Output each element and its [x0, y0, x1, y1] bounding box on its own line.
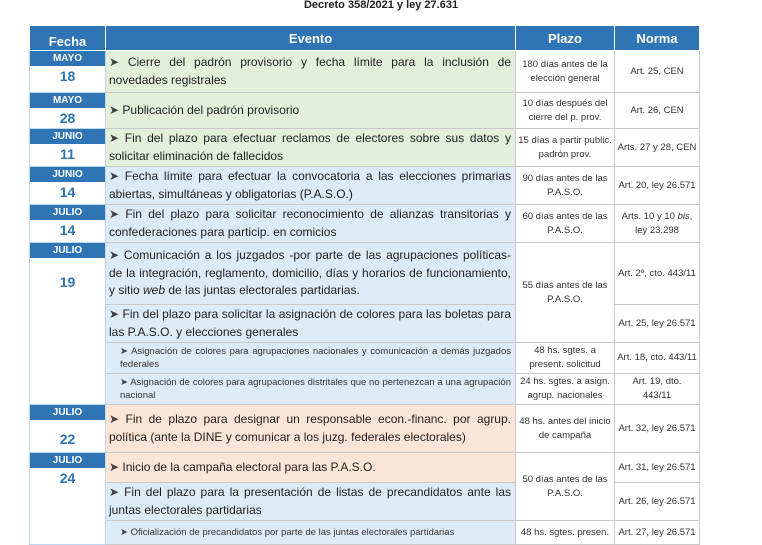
arrow-bullet-icon: ➤	[109, 131, 120, 145]
event-cell	[106, 453, 516, 483]
event-cell	[106, 129, 516, 167]
event-text: Fecha límite para efectuar la convocatoria a las elecciones primarias abiertas, simultáneas y obligatorias (P.A.S.O.)	[109, 169, 511, 201]
event-cell	[106, 205, 516, 243]
date-cell	[30, 129, 106, 167]
date-cell	[30, 205, 106, 243]
date-cell	[30, 453, 106, 545]
event-cell	[106, 167, 516, 205]
norma-cell: Art. 32, ley 26.571	[615, 405, 700, 453]
table-row	[30, 521, 700, 545]
norma-cell: Art. 19, dto. 443/11	[615, 374, 700, 405]
event-text: Fin del plazo para solicitar la asignación de colores para las boletas para las P.A.S.O. y elecciones generales	[109, 307, 511, 339]
norma-cell: Arts. 27 y 28, CEN	[615, 129, 700, 167]
day-number: 14	[59, 222, 76, 238]
plazo-cell: 48 hs. sgtes. presen.	[516, 521, 615, 545]
table-row	[30, 405, 700, 453]
arrow-bullet-icon: ➤	[120, 377, 128, 388]
norma-cell: Art. 27, ley 26.571	[615, 521, 700, 545]
norma-cell: Art. 25, ley 26.571	[615, 305, 700, 343]
arrow-bullet-icon: ➤	[109, 169, 120, 183]
plazo-cell: 90 días antes de las P.A.S.O.	[516, 167, 615, 205]
event-text: Inicio de la campaña electoral para las P.A.S.O.	[122, 459, 376, 474]
table-row	[30, 453, 700, 483]
event-text: Publicación del padrón provisorio	[122, 102, 300, 117]
arrow-bullet-icon: ➤	[109, 412, 120, 426]
norma-cell: Art. 2º, cto. 443/11	[615, 243, 700, 305]
day-number: 24	[59, 470, 76, 486]
arrow-bullet-icon: ➤	[109, 207, 120, 221]
event-cell	[106, 305, 516, 343]
event-cell	[106, 521, 516, 545]
event-cell	[106, 243, 516, 305]
header-fecha: Fecha	[30, 26, 106, 51]
plazo-cell: 50 días antes de las P.A.S.O.	[516, 453, 615, 521]
event-text: de las juntas electorales partidarias.	[165, 283, 360, 298]
document-title: Decreto 358/2021 y ley 27.631	[303, 0, 459, 11]
table-row	[30, 343, 700, 374]
day-number: 14	[59, 184, 76, 200]
date-cell	[30, 51, 106, 93]
table-row	[30, 129, 700, 167]
event-cell	[106, 51, 516, 93]
date-cell	[30, 243, 106, 405]
event-cell	[106, 405, 516, 453]
norma-cell: Art. 26, CEN	[615, 93, 700, 129]
table-row	[30, 51, 700, 93]
event-cell	[106, 483, 516, 521]
header-row	[30, 26, 700, 51]
event-cell	[106, 93, 516, 129]
norma-italic: bis	[677, 210, 690, 222]
table-row	[30, 167, 700, 205]
day-number: 22	[59, 431, 76, 447]
date-cell	[30, 405, 106, 453]
norma-cell: Art. 25, CEN	[615, 51, 700, 93]
table-row	[30, 205, 700, 243]
plazo-cell: 15 días a partir public. padrón prov.	[516, 129, 615, 167]
month-label: JULIO	[30, 405, 105, 420]
month-label: JUNIO	[30, 129, 105, 144]
arrow-bullet-icon: ➤	[120, 527, 128, 538]
table-row	[30, 243, 700, 305]
arrow-bullet-icon: ➤	[109, 307, 120, 321]
month-label: MAYO	[30, 93, 105, 108]
date-cell	[30, 167, 106, 205]
event-text: Fin del plazo para solicitar reconocimiento de alianzas transitorias y confederaciones para particip. en comicios	[109, 207, 511, 239]
event-text: Fin del plazo para la presentación de listas de precandidatos ante las juntas electorales partidarias	[109, 485, 511, 517]
day-number: 11	[60, 146, 75, 162]
event-text: Oficialización de precandidatos por parte de las juntas electorales partidarias	[130, 527, 455, 538]
event-text: Asignación de colores para agrupaciones distritales que no pertenezcan a una agrupación nacional	[120, 377, 511, 401]
month-label: JULIO	[30, 205, 105, 220]
table-row	[30, 93, 700, 129]
table-row	[30, 374, 700, 405]
day-number: 18	[59, 68, 76, 84]
arrow-bullet-icon: ➤	[109, 248, 120, 263]
plazo-cell: 60 días antes de las P.A.S.O.	[516, 205, 615, 243]
header-norma: Norma	[615, 26, 700, 51]
arrow-bullet-icon: ➤	[109, 55, 120, 69]
event-cell	[106, 343, 516, 374]
event-italic: web	[143, 283, 166, 298]
plazo-cell: 55 días antes de las P.A.S.O.	[516, 243, 615, 343]
norma-cell: Art. 18, cto. 443/11	[615, 343, 700, 374]
header-plazo: Plazo	[516, 26, 615, 51]
norma-cell: Art. 26, ley 26.571	[615, 483, 700, 521]
electoral-calendar-table	[29, 25, 700, 545]
norma-cell	[615, 205, 700, 243]
arrow-bullet-icon: ➤	[109, 459, 120, 474]
header-evento: Evento	[106, 26, 516, 51]
month-label: JULIO	[30, 243, 105, 258]
plazo-cell: 180 días antes de la elección general	[516, 51, 615, 93]
plazo-cell: 10 días después del cierre del p. prov.	[516, 93, 615, 129]
event-text: Asignación de colores para agrupaciones nacionales y comunicación a demás juzgados federales	[120, 346, 511, 370]
day-number: 28	[59, 110, 76, 126]
plazo-cell: 48 hs. antes del inicio de campaña	[516, 405, 615, 453]
day-number: 19	[59, 274, 76, 290]
event-text: Fin de plazo para designar un responsable econ.-financ. por agrup. política (ante la DINE y comunicar a los juzg. federales electorales)	[109, 412, 511, 444]
month-label: JUNIO	[30, 167, 105, 182]
event-text: Comunicación a los juzgados -por parte de las agrupaciones políticas- de la integración, reglamento, domicilio, días y horarios de funcionamiento, y sitio	[109, 248, 511, 298]
norma-cell: Art. 31, ley 26.571	[615, 453, 700, 483]
arrow-bullet-icon: ➤	[109, 102, 120, 117]
norma-text: Arts. 10 y 10	[621, 210, 678, 222]
norma-cell: Art. 20, ley 26.571	[615, 167, 700, 205]
norma-text: , ley 23.298	[635, 210, 693, 236]
plazo-cell: 48 hs. sgtes. a present. solicitud	[516, 343, 615, 374]
plazo-cell: 24 hs. sgtes. a asign. agrup. nacionales	[516, 374, 615, 405]
month-label: MAYO	[30, 51, 105, 66]
event-cell	[106, 374, 516, 405]
event-text: Fin del plazo para efectuar reclamos de electores sobre sus datos y solicitar eliminación de fallecidos	[109, 131, 511, 163]
date-cell	[30, 93, 106, 129]
month-label: JULIO	[30, 453, 105, 468]
event-text: Cierre del padrón provisorio y fecha límite para la inclusión de novedades registrales	[109, 55, 511, 87]
arrow-bullet-icon: ➤	[120, 346, 128, 357]
arrow-bullet-icon: ➤	[109, 485, 120, 499]
